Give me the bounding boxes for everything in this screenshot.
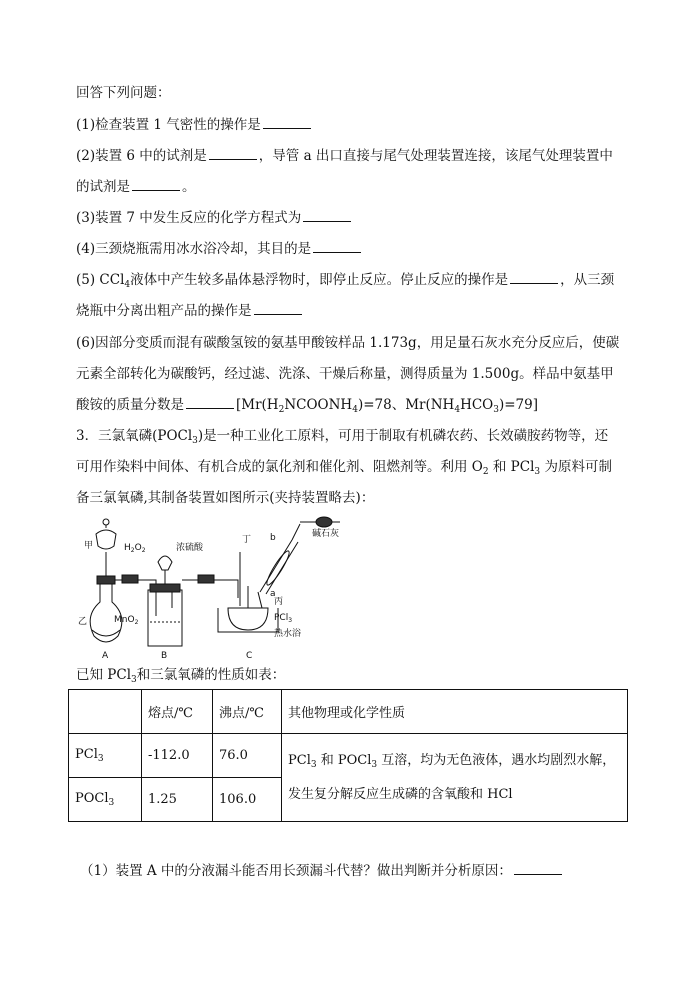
- question-2-text-a: (2)装置 6 中的试剂是: [76, 148, 207, 164]
- label-B: B: [161, 651, 168, 661]
- question-4-text: (4)三颈烧瓶需用冰水浴冷却，其目的是: [76, 241, 312, 257]
- question-1-text: (1)检查装置 1 气密性的操作是: [76, 117, 261, 133]
- label-bing: 丙: [274, 597, 284, 607]
- known-properties-caption: [76, 666, 285, 689]
- question-2-line-1: [76, 147, 613, 165]
- question-5-sub: 4: [124, 280, 131, 290]
- problem-3-text-b: )是一种工业化工原料，可用于制取有机磷农药、长效磺胺药物等，还: [197, 428, 609, 444]
- table-header-cell: 其他物理或化学性质: [282, 690, 628, 734]
- problem-3-text-a: 3．三氯氧磷(POCl: [76, 428, 193, 444]
- problem-3-line-1: [76, 427, 608, 450]
- answer-blank[interactable]: [313, 240, 361, 253]
- problem-3-line-3: 备三氯氧磷,其制备装置如图所示(夹持装置略去)：: [76, 490, 375, 506]
- question-5-line-1: [76, 271, 614, 294]
- label-jia: 甲: [84, 541, 94, 551]
- formula-sub: 2: [278, 405, 285, 415]
- formula-sub: 3: [534, 467, 541, 477]
- table-cell-bp: 76.0: [213, 734, 282, 778]
- table-header-row: [69, 690, 628, 734]
- question-2-text-d: 。: [182, 179, 196, 195]
- formula-sub: 4: [454, 405, 461, 415]
- question-4: [76, 240, 363, 258]
- problem-3-text-e: 为原料可制: [540, 459, 612, 475]
- table-row: [69, 734, 628, 778]
- question-6-line-3: [76, 396, 538, 419]
- round-bottom-flask: [90, 584, 122, 642]
- answer-blank[interactable]: [510, 271, 558, 284]
- label-mno2: MnO$_2$: [114, 615, 139, 626]
- answer-blank[interactable]: [186, 396, 234, 409]
- table-cell-bp: 106.0: [213, 778, 282, 822]
- table-cell-mp: 1.25: [142, 778, 213, 822]
- three-neck-flask: [228, 608, 268, 630]
- question-5-text-a: 液体中产生较多晶体悬浮物时，即停止反应。停止反应的操作是: [130, 272, 509, 288]
- properties-table: [68, 689, 628, 822]
- answer-blank[interactable]: [514, 862, 562, 875]
- known-text-a: 已知 PCl: [76, 667, 132, 683]
- formula-sub: 3: [131, 675, 137, 685]
- intro-text: 回答下列问题：: [76, 85, 171, 101]
- label-A: A: [102, 651, 109, 661]
- separatory-funnel: [96, 530, 116, 549]
- table-cell-properties: [282, 734, 628, 822]
- formula-text: )=78、Mr(NH: [357, 397, 455, 413]
- apparatus-diagram: [78, 512, 378, 662]
- question-2-text-c: 的试剂是: [76, 179, 130, 195]
- problem-3-text-c: 可用作染料中间体、有机合成的氯化剂和催化剂、阻燃剂等。利用 O: [76, 459, 483, 475]
- label-h2o2: $H_2O_2$: [124, 543, 146, 554]
- formula-sub: 3: [493, 405, 499, 415]
- question-5-line-2: [76, 302, 304, 320]
- label-ding: 丁: [242, 535, 252, 545]
- formula-text: HCO: [460, 397, 494, 413]
- problem-3-line-2: [76, 458, 612, 481]
- answer-blank[interactable]: [132, 178, 180, 191]
- formula-sub: 4: [352, 405, 358, 415]
- properties-line-2: 发生复分解反应生成磷的含氧酸和 HCl: [288, 786, 513, 802]
- formula-sub: 3: [192, 436, 198, 446]
- funnel-b: [158, 556, 172, 570]
- label-b: b: [270, 533, 276, 543]
- stopper-a: [97, 576, 115, 584]
- label-C: C: [246, 651, 253, 661]
- connector: [198, 575, 214, 583]
- label-hot-water-bath: 热水浴: [274, 629, 302, 639]
- question-5-pre: (5) CCl: [76, 272, 125, 288]
- question-6-line-2: 元素全部转化为碳酸钙，经过滤、洗涤、干燥后称量，测得质量为 1.500g。样品中氨基甲: [76, 366, 614, 382]
- washing-bottle: [148, 590, 182, 646]
- question-2-text-b: ，导管 a 出口直接与尾气处理装置连接，该尾气处理装置中: [258, 148, 613, 164]
- table-cell-name: POCl$_3$: [69, 778, 142, 822]
- properties-line-1: PCl$_3$ 和 POCl$_3$ 互溶，均为无色液体，遇水均剧烈水解，: [288, 752, 616, 770]
- label-yi: 乙: [78, 617, 88, 627]
- formula-text: )=79]: [498, 397, 538, 413]
- label-pcl3: PCl$_3$: [274, 613, 293, 624]
- problem-3-text-d: 和 PCl: [488, 459, 535, 475]
- question-2-line-2: [76, 178, 196, 196]
- formula-text: NCOONH: [284, 397, 353, 413]
- question-5-text-c: 烧瓶中分离出粗产品的操作是: [76, 303, 252, 319]
- water-bath: [218, 608, 278, 632]
- table-cell-name: PCl$_3$: [69, 734, 142, 778]
- answer-blank[interactable]: [254, 302, 302, 315]
- label-a: a: [270, 589, 276, 599]
- funnel-stopper: [103, 519, 109, 525]
- label-soda-lime: 碱石灰: [312, 529, 340, 539]
- question-5-text-b: ，从三颈: [560, 272, 615, 288]
- final-question: [80, 862, 564, 880]
- table-header-cell: 沸点/℃: [213, 690, 282, 734]
- answer-blank[interactable]: [303, 209, 351, 222]
- final-question-text: （1）装置 A 中的分液漏斗能否用长颈漏斗代替？做出判断并分析原因：: [80, 863, 512, 879]
- table-header-cell: 熔点/℃: [142, 690, 213, 734]
- question-1: [76, 116, 313, 134]
- answer-blank[interactable]: [263, 116, 311, 129]
- formula-text: [Mr(H: [236, 397, 279, 413]
- table-cell-mp: -112.0: [142, 734, 213, 778]
- formula-sub: 2: [482, 467, 489, 477]
- question-6-line-1: (6)因部分变质而混有碳酸氢铵的氨基甲酸铵样品 1.173g，用足量石灰水充分反应后，使碳: [76, 335, 620, 351]
- table-header-cell: [69, 690, 142, 734]
- answer-blank[interactable]: [209, 147, 257, 160]
- question-3-text: (3)装置 7 中发生反应的化学方程式为: [76, 210, 302, 226]
- label-concentrated-sulfuric-acid: 浓硫酸: [176, 543, 204, 553]
- connector: [122, 575, 138, 583]
- known-text-b: 和三氯氧磷的性质如表：: [136, 667, 286, 683]
- condenser: [260, 540, 292, 592]
- question-3: [76, 209, 353, 227]
- question-6-text-a: 酸铵的质量分数是: [76, 397, 184, 413]
